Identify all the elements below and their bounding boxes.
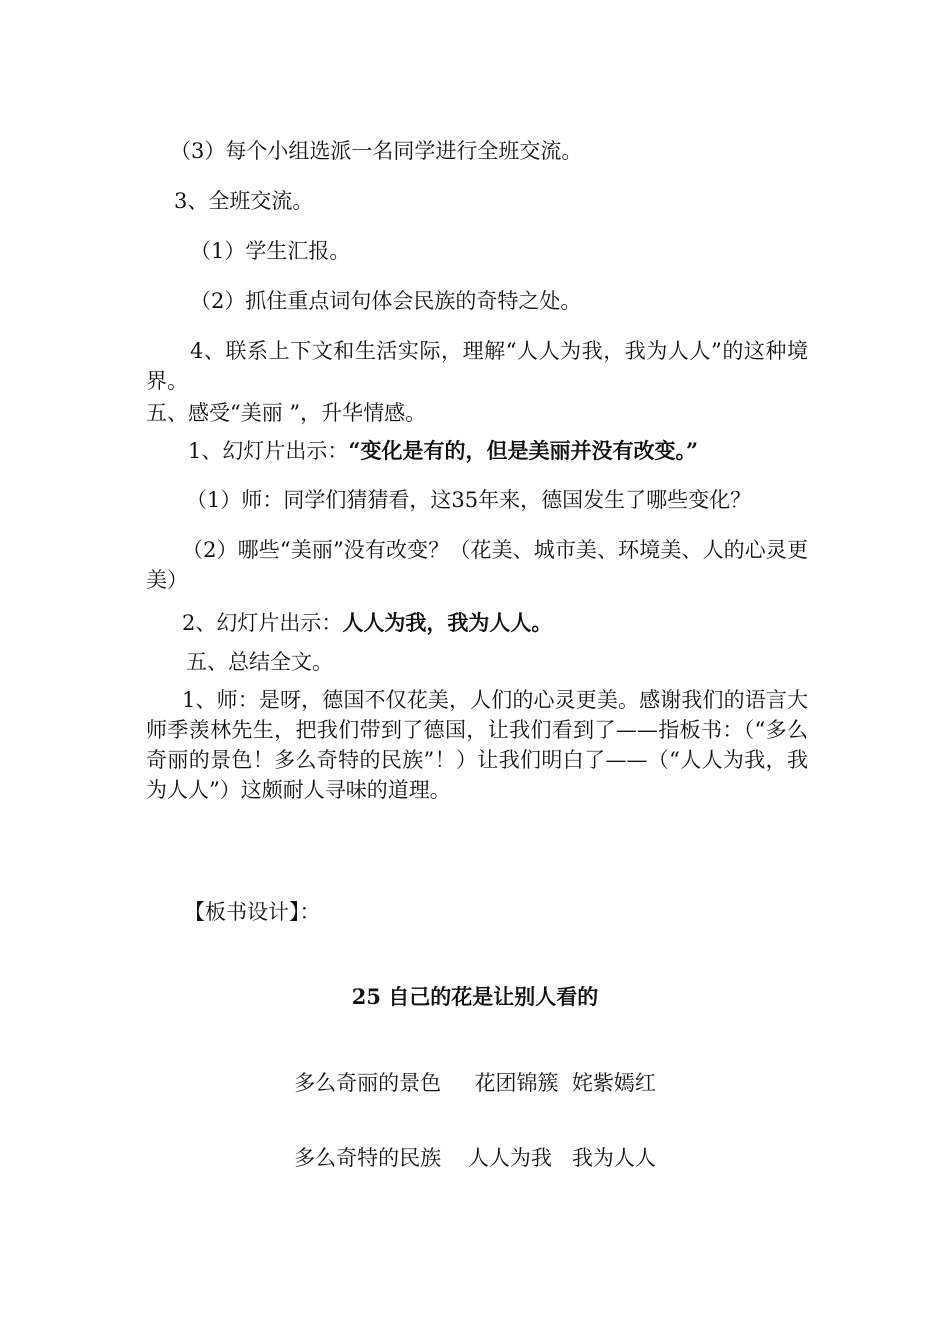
- slide-1-quote: “变化是有的，但是美丽并没有改变。”: [348, 438, 699, 463]
- paragraph-question-beauty: （2）哪些“美丽”没有改变？（花美、城市美、环境美、人的心灵更美）: [146, 538, 808, 592]
- slide-1-prefix: 1、幻灯片出示：: [188, 439, 349, 463]
- section-five-heading: 五、感受“美丽 ”，升华情感。: [146, 401, 427, 425]
- paragraph-question-changes: （1）师：同学们猜猜看，这35年来，德国发生了哪些变化？: [186, 488, 752, 512]
- section-summary-heading: 五、总结全文。: [186, 650, 333, 674]
- board-title: 25 自己的花是让别人看的: [351, 984, 599, 1009]
- board-design-heading: 【板书设计】：: [184, 900, 321, 924]
- paragraph-slide-1: [188, 436, 698, 466]
- paragraph-summary: 1、师：是呀，德国不仅花美，人们的心灵更美。感谢我们的语言大师季羡林先生，把我们带到了德国，让我们看到了——指板书：（“多么奇丽的景色！多么奇特的民族”！）让我们明白了——（“人人为我，我为人人”）这颇耐人寻味的道理。: [146, 688, 808, 802]
- slide-2-quote: 人人为我，我为人人。: [342, 610, 553, 635]
- paragraph-key-sentences: （2）抓住重点词句体会民族的奇特之处。: [190, 289, 582, 313]
- paragraph-step-4: 4、联系上下文和生活实际，理解“人人为我，我为人人”的这种境界。: [146, 339, 808, 393]
- slide-2-prefix: 2、幻灯片出示：: [182, 611, 343, 635]
- paragraph-step-3: 3、全班交流。: [174, 189, 314, 213]
- paragraph-slide-2: [182, 608, 552, 638]
- paragraph-report: （1）学生汇报。: [190, 239, 351, 263]
- paragraph-step-3-1: （3）每个小组选派一名同学进行全班交流。: [170, 139, 583, 163]
- board-row-people: 多么奇特的民族 人人为我 我为人人: [294, 1146, 656, 1170]
- board-row-scenery: 多么奇丽的景色 花团锦簇 姹紫嫣红: [294, 1071, 656, 1095]
